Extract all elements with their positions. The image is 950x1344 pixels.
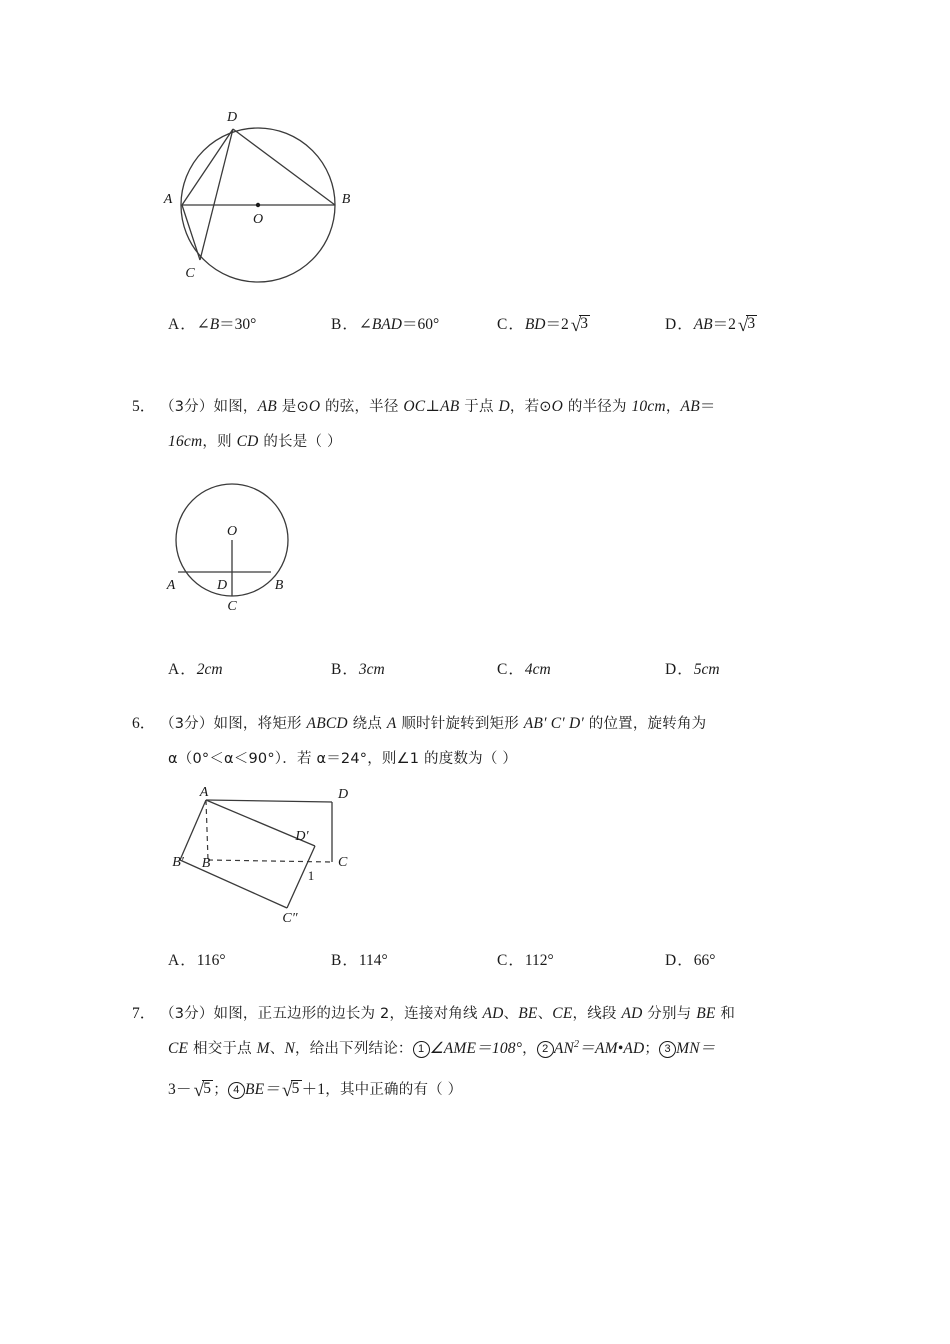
q5-marks: （3分） [160, 399, 214, 415]
q6-segment-AB-dashed [206, 800, 208, 860]
q7-radicand-1: 5 [203, 1080, 212, 1097]
q5-l1-m5: D [498, 398, 510, 415]
q6-label-D-prime: D′ [295, 829, 309, 844]
q7-radicand-2: 5 [291, 1080, 300, 1097]
q5-l2-m1: 16cm [168, 433, 203, 450]
q6-l1-t2: 绕点 [347, 716, 387, 732]
q7-l1-t4: ，线段 [572, 1006, 622, 1022]
q7-l1-t2: 、 [503, 1006, 519, 1022]
radical-sign-icon: √ [193, 1080, 205, 1101]
q4-figure [160, 100, 370, 285]
q5-l1-t1: 如图， [213, 399, 258, 415]
q7-stem-line2 [168, 1032, 715, 1066]
q5-l1-t7: 的半径为 [563, 399, 632, 415]
q5-label-O: O [226, 524, 238, 539]
q4-options [168, 310, 868, 340]
q6-label-A: A [199, 786, 209, 800]
q6-label-B-prime: B′ [172, 855, 184, 870]
q6-option-b[interactable] [331, 946, 388, 976]
q7-stem-line3 [168, 1073, 462, 1107]
q4-segment-DB [233, 129, 335, 205]
q6-segment-Cprime-Bprime [180, 860, 287, 908]
q4-option-b-expr: BAD [371, 316, 402, 333]
q7-l2-m2: M [256, 1040, 270, 1057]
q4-segment-AC [182, 205, 200, 260]
q4-option-d-expr: AB [693, 316, 713, 333]
q4-label-D: D [226, 110, 238, 125]
q7-number: 7． [132, 1005, 156, 1022]
q4-option-d-radical [736, 310, 757, 340]
q5-option-c-value: 4cm [524, 661, 551, 678]
q4-center-point [256, 203, 260, 207]
q6-l1-m3: AB′ C′ D′ [523, 715, 584, 732]
q6-label-D: D [338, 787, 349, 802]
radical-sign-icon: √ [570, 315, 582, 336]
q4-segment-AD [182, 129, 233, 205]
q4-option-c-radical [569, 310, 590, 340]
q6-l1-m1: ABCD [306, 715, 348, 732]
q5-l1-t6: ，若⊙ [509, 399, 552, 415]
q7-l2-m3: N [284, 1040, 296, 1057]
q7-conclusion-2a: AN [553, 1040, 575, 1057]
q5-option-c-label: C． [497, 661, 525, 678]
q6-option-c-label: C． [497, 952, 525, 969]
q5-option-d-label: D． [665, 661, 694, 678]
q7-l1-t3: 、 [537, 1006, 553, 1022]
q5-label-B: B [274, 578, 284, 593]
q4-option-d-label: D． [665, 316, 694, 333]
q5-option-d[interactable] [665, 655, 720, 685]
q4-option-a-expr: B [209, 316, 220, 333]
q5-l1-m1: AB [257, 398, 277, 415]
q7-l1-m2: BE [518, 1005, 538, 1022]
q6-l1-t1: 如图，将矩形 [213, 716, 307, 732]
q5-option-a[interactable] [168, 655, 223, 685]
q6-stem-line1 [160, 707, 706, 741]
q6-l1-m2: A [386, 715, 397, 732]
q7-marker-4: 4 [228, 1082, 245, 1099]
q5-option-b[interactable] [331, 655, 385, 685]
q5-stem-line2 [168, 425, 342, 459]
q4-option-c-label: C． [497, 316, 525, 333]
q5-l1-m2: O [308, 398, 321, 415]
q5-l2-t1: ，则 [202, 434, 237, 450]
q5-l1-t3: 的弦，半径 [320, 399, 404, 415]
q4-label-O: O [252, 212, 264, 227]
q5-figure [160, 472, 300, 612]
q7-marks: （3分） [160, 1006, 214, 1022]
q7-l1-m3: CE [552, 1005, 573, 1022]
q7-conclusion-2b: ＝AM•AD [579, 1040, 645, 1057]
q5-options [168, 655, 868, 685]
q7-radical-1 [192, 1073, 214, 1107]
q5-option-c[interactable] [497, 655, 551, 685]
q6-option-b-label: B． [331, 952, 359, 969]
q6-label-C: C [338, 855, 348, 870]
q7-l3-pre: 3－ [168, 1081, 192, 1098]
q7-radical-2 [280, 1073, 302, 1107]
q5-l1-t8: ， [665, 399, 681, 415]
q7-stem-line1 [160, 997, 735, 1031]
q4-option-b-value: ＝60° [401, 316, 440, 333]
q4-option-a-label: A． [168, 316, 197, 333]
q4-option-d-radicand: 3 [747, 315, 756, 332]
q5-l1-m6: O [551, 398, 564, 415]
q7-l2-t4: ， [522, 1041, 537, 1057]
q6-option-c-value: 112° [524, 952, 554, 969]
q6-option-d-label: D． [665, 952, 694, 969]
q6-l1-t3: 顺时针旋转到矩形 [396, 716, 524, 732]
q7-l1-t5: 分别与 [642, 1006, 697, 1022]
q6-options [168, 946, 868, 976]
q7-l2-m1: CE [168, 1040, 189, 1057]
q7-l1-m4: AD [621, 1005, 643, 1022]
q7-conclusion-1: ∠AME＝108° [429, 1040, 523, 1057]
q5-option-b-label: B． [331, 661, 359, 678]
q5-l1-m4: AB [440, 398, 460, 415]
q6-stem-line2 [168, 742, 517, 776]
q5-l1-m3: OC [403, 398, 426, 415]
q4-label-C: C [185, 266, 195, 281]
q7-l3-post: ＋1 [301, 1081, 326, 1098]
q4-label-A: A [163, 192, 173, 207]
q7-conclusion-4: BE＝ [244, 1081, 280, 1098]
q6-segment-BC-dashed [208, 860, 332, 862]
q5-l1-m8: AB [680, 398, 700, 415]
q6-option-c[interactable] [497, 946, 554, 976]
q6-label-C-prime: C″ [282, 911, 298, 926]
q5-label-D: D [216, 578, 228, 593]
q5-l1-t9: ＝ [699, 398, 716, 415]
q5-label-C: C [227, 599, 237, 612]
q4-option-b-label: B． [331, 316, 359, 333]
q7-l2-t2: 、 [269, 1041, 285, 1057]
q7-l2-t3: ，给出下列结论： [295, 1041, 413, 1057]
q4-option-a[interactable] [168, 310, 256, 340]
q4-label-B: B [341, 192, 351, 207]
q7-l2-t1: 相交于点 [188, 1041, 257, 1057]
q6-option-b-value: 114° [358, 952, 388, 969]
q6-marks: （3分） [160, 716, 214, 732]
q4-option-c[interactable] [497, 310, 590, 340]
q5-label-A: A [166, 578, 176, 593]
q6-option-a[interactable] [168, 946, 226, 976]
q7-l3-t2: ，其中正确的有（ ） [325, 1082, 463, 1098]
q5-option-a-label: A． [168, 661, 197, 678]
q5-l1-m7: 10cm [631, 398, 666, 415]
q4-option-c-radicand: 3 [580, 315, 588, 332]
q5-l2-t2: 的长是（ ） [258, 434, 342, 450]
q5-stem-line1 [160, 390, 716, 424]
q6-number: 6． [132, 715, 156, 732]
q7-conclusion-2-exponent: 2 [574, 1038, 580, 1050]
q5-number: 5． [132, 398, 156, 415]
q4-option-d-value: ＝2 [712, 316, 736, 333]
q7-l1-t6: 和 [715, 1006, 736, 1022]
q6-segment-AD [206, 800, 332, 802]
q7-l1-m1: AD [482, 1005, 504, 1022]
q6-option-a-value: 116° [196, 952, 226, 969]
q5-l2-m2: CD [236, 433, 259, 450]
q4-option-c-expr: BD [524, 316, 546, 333]
q6-segment-Bprime-A [180, 800, 206, 860]
q6-label-angle-1: 1 [307, 868, 315, 883]
q7-l2-t5: ； [644, 1041, 660, 1057]
q4-option-b-angle-symbol: ∠ [358, 316, 372, 333]
q4-option-c-value: ＝2 [545, 316, 569, 333]
q6-option-a-label: A． [168, 952, 197, 969]
q6-option-d[interactable] [665, 946, 715, 976]
q6-option-d-value: 66° [693, 952, 716, 969]
radical-sign-icon: √ [282, 1080, 293, 1101]
q5-option-a-value: 2cm [196, 661, 223, 678]
q7-l1-m5: BE [696, 1005, 716, 1022]
q4-option-a-value: ＝30° [219, 316, 257, 333]
q6-l1-t4: 的位置，旋转角为 [583, 716, 707, 732]
q7-marker-2: 2 [537, 1041, 554, 1058]
q6-figure [172, 786, 350, 926]
q5-l1-t5: 于点 [459, 399, 499, 415]
q5-option-b-value: 3cm [358, 661, 385, 678]
q4-option-a-angle-symbol: ∠ [196, 316, 210, 333]
q7-conclusion-3: MN＝ [676, 1040, 716, 1057]
q5-l1-t2: 是⊙ [276, 399, 309, 415]
q5-l1-t4: ⊥ [425, 398, 441, 415]
radical-sign-icon: √ [737, 315, 749, 336]
q4-option-d[interactable] [665, 310, 757, 340]
q6-l2-t1: α（0°＜α＜90°）．若 α＝24°，则∠1 的度数为（ ） [168, 751, 518, 767]
q7-marker-1: 1 [413, 1041, 430, 1058]
q7-l3-t1: ； [213, 1082, 228, 1098]
q4-option-b[interactable] [331, 310, 439, 340]
q7-marker-3: 3 [659, 1041, 676, 1058]
q5-option-d-value: 5cm [693, 661, 720, 678]
q7-l1-t1: 如图，正五边形的边长为 2，连接对角线 [213, 1006, 483, 1022]
q6-label-B: B [201, 856, 211, 871]
